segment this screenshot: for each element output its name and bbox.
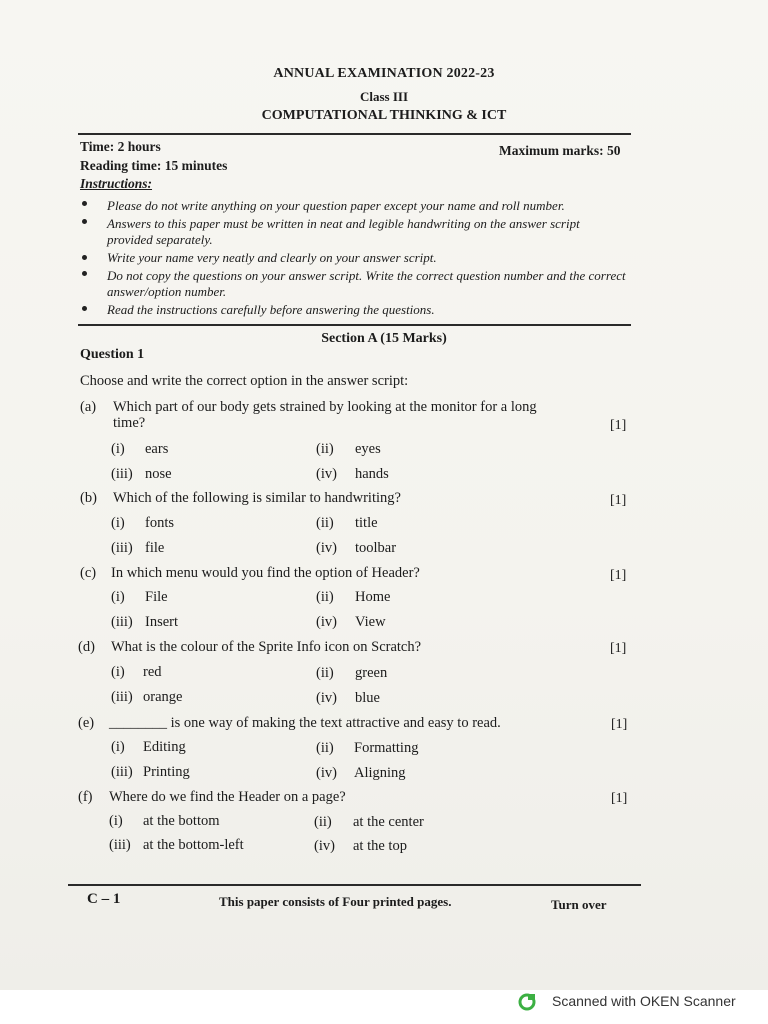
subject-title: COMPUTATIONAL THINKING & ICT <box>261 108 507 123</box>
time-label: Time: 2 hours <box>80 139 161 154</box>
option-number: (iii) <box>111 614 133 630</box>
option-number: (iii) <box>111 689 133 705</box>
question-label-e: (e) <box>78 715 95 731</box>
instructions-divider <box>78 324 631 326</box>
pages-note: This paper consists of Four printed pages. <box>219 894 452 909</box>
marks-badge: [1] <box>611 717 628 732</box>
option-number: (iv) <box>316 614 337 630</box>
option-number: (iv) <box>316 765 337 781</box>
option-number: (ii) <box>314 814 332 830</box>
option-text: Aligning <box>354 765 406 781</box>
option-number: (ii) <box>316 740 334 756</box>
option-text: file <box>145 540 165 556</box>
instruction-item: Do not copy the questions on your answer script. Write the correct question number and the correct answer/option number. <box>107 268 626 299</box>
option-text: hands <box>355 466 389 482</box>
bullet-icon <box>82 201 87 206</box>
option-text: eyes <box>355 441 381 457</box>
section-title: Section A (15 Marks) <box>321 331 447 346</box>
option-text: at the center <box>353 814 424 830</box>
option-text: at the bottom <box>143 813 220 829</box>
question-directive: Choose and write the correct option in the answer script: <box>80 373 409 389</box>
option-number: (i) <box>111 441 125 457</box>
option-text: Editing <box>143 739 186 755</box>
marks-badge: [1] <box>610 493 627 508</box>
option-text: fonts <box>145 515 174 531</box>
option-number: (iii) <box>111 764 133 780</box>
instruction-item: Write your name very neatly and clearly on your answer script. <box>107 250 437 265</box>
option-number: (ii) <box>316 589 334 605</box>
option-text: at the top <box>353 838 407 854</box>
marks-badge: [1] <box>610 641 627 656</box>
option-number: (i) <box>111 515 125 531</box>
option-number: (iv) <box>316 690 337 706</box>
bullet-icon <box>82 255 87 260</box>
scanner-watermark-text: Scanned with OKEN Scanner <box>552 993 736 1009</box>
instructions-heading: Instructions: <box>80 176 153 191</box>
option-text: Formatting <box>354 740 419 756</box>
option-text: Printing <box>143 764 190 780</box>
max-marks-label: Maximum marks: 50 <box>499 143 621 158</box>
page-code: C – 1 <box>87 891 121 907</box>
option-number: (ii) <box>316 441 334 457</box>
header-divider <box>78 133 631 135</box>
bullet-icon <box>82 271 87 276</box>
question-label-a: (a) <box>80 399 97 415</box>
oken-scanner-icon <box>518 993 536 1011</box>
option-number: (i) <box>111 739 125 755</box>
question-label-b: (b) <box>80 490 97 506</box>
question-text-d: What is the colour of the Sprite Info icon on Scratch? <box>111 639 422 655</box>
question-text-f: Where do we find the Header on a page? <box>109 789 346 805</box>
exam-title: ANNUAL EXAMINATION 2022-23 <box>273 66 495 81</box>
question-label: Question 1 <box>80 347 145 362</box>
option-text: green <box>355 665 388 681</box>
instruction-item: Read the instructions carefully before answering the questions. <box>107 302 435 317</box>
question-text-e: ________ is one way of making the text attractive and easy to read. <box>109 715 501 731</box>
question-text-a-cont: time? <box>113 415 146 431</box>
option-text: ears <box>145 441 169 457</box>
option-text: orange <box>143 689 183 705</box>
option-text: File <box>145 589 168 605</box>
option-number: (iii) <box>111 466 133 482</box>
option-number: (iv) <box>316 540 337 556</box>
option-number: (i) <box>111 664 125 680</box>
instruction-item: Please do not write anything on your question paper except your name and roll number. <box>107 198 565 213</box>
question-label-c: (c) <box>80 565 97 581</box>
bullet-icon <box>82 219 87 224</box>
option-text: toolbar <box>355 540 397 556</box>
option-number: (iii) <box>111 540 133 556</box>
bullet-icon <box>82 306 87 311</box>
question-text-c: In which menu would you find the option of Header? <box>111 565 420 581</box>
question-text-b: Which of the following is similar to handwriting? <box>113 490 401 506</box>
reading-time-label: Reading time: 15 minutes <box>80 158 228 173</box>
option-number: (ii) <box>316 665 334 681</box>
option-number: (iv) <box>316 466 337 482</box>
option-text: View <box>355 614 386 630</box>
class-label: Class III <box>359 89 409 104</box>
option-number: (i) <box>111 589 125 605</box>
option-text: title <box>355 515 378 531</box>
question-label-d: (d) <box>78 639 95 655</box>
option-text: nose <box>145 466 172 482</box>
option-number: (ii) <box>316 515 334 531</box>
question-text-a: Which part of our body gets strained by looking at the monitor for a long <box>113 399 537 415</box>
marks-badge: [1] <box>610 568 627 583</box>
option-number: (iv) <box>314 838 335 854</box>
option-text: Insert <box>145 614 179 630</box>
marks-badge: [1] <box>610 418 627 433</box>
option-number: (i) <box>109 813 123 829</box>
option-text: red <box>143 664 162 680</box>
instruction-item: Answers to this paper must be written in neat and legible handwriting on the answer script provided separately. <box>107 216 580 247</box>
turn-over-label: Turn over <box>551 897 607 912</box>
option-text: blue <box>355 690 380 706</box>
option-text: at the bottom-left <box>143 837 244 853</box>
footer-divider <box>68 884 641 886</box>
question-label-f: (f) <box>78 789 93 805</box>
option-text: Home <box>355 589 391 605</box>
marks-badge: [1] <box>611 791 628 806</box>
option-number: (iii) <box>109 837 131 853</box>
